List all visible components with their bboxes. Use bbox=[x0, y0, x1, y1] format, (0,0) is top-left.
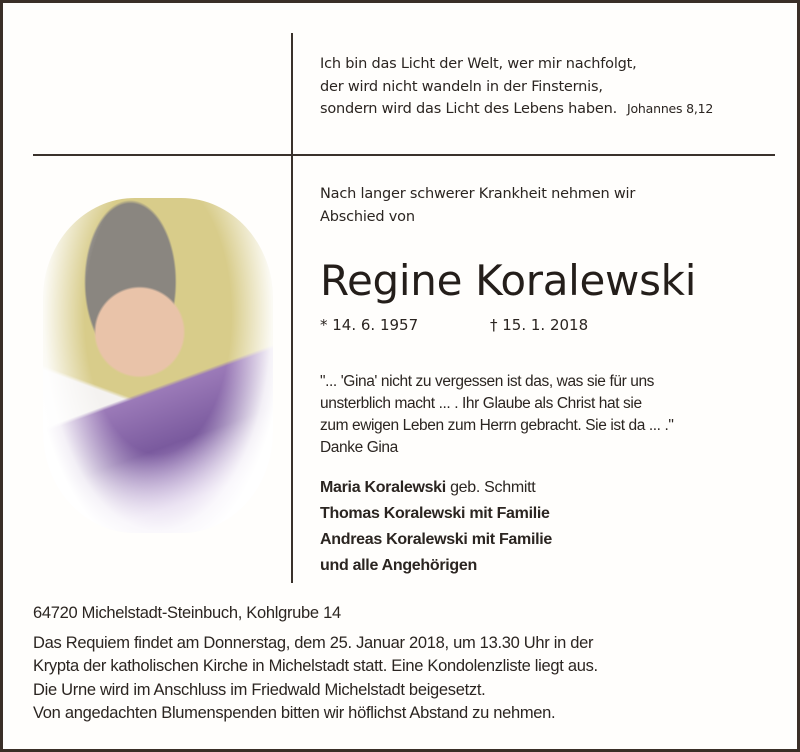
quote-signoff: Danke Gina bbox=[320, 439, 398, 456]
intro-line: Nach langer schwerer Krankheit nehmen wir bbox=[320, 186, 636, 202]
death-date: † 15. 1. 2018 bbox=[490, 316, 589, 334]
quote-line: unsterblich macht ... . Ihr Glaube als Christ hat sie bbox=[320, 395, 642, 412]
quote-line: "... 'Gina' nicht zu vergessen ist das, was sie für uns bbox=[320, 373, 655, 390]
deceased-name: Regine Koralewski bbox=[320, 256, 697, 305]
verse-line: sondern wird das Licht des Lebens haben. bbox=[320, 101, 617, 117]
verse-line: der wird nicht wandeln in der Finsternis, bbox=[320, 78, 603, 95]
mourner-name: Andreas Koralewski mit Familie bbox=[320, 531, 552, 548]
verse-line: Ich bin das Licht der Welt, wer mir nachfolgt, bbox=[320, 56, 637, 72]
maiden-name: geb. Schmitt bbox=[445, 479, 536, 496]
service-details bbox=[33, 602, 598, 726]
cross-vertical-line bbox=[291, 33, 293, 583]
bible-verse bbox=[320, 53, 713, 121]
quote-line: zum ewigen Leben zum Herrn gebracht. Sie ist da ... ." bbox=[320, 417, 674, 434]
mourner-name: und alle Angehörigen bbox=[320, 557, 477, 574]
intro-text bbox=[320, 183, 635, 228]
birth-date: * 14. 6. 1957 bbox=[320, 316, 419, 334]
cross-horizontal-line bbox=[33, 154, 775, 156]
service-line: Krypta der katholischen Kirche in Michelstadt statt. Eine Kondolenzliste liegt aus. bbox=[33, 657, 598, 675]
service-line: Von angedachten Blumenspenden bitten wir höflichst Abstand zu nehmen. bbox=[33, 704, 556, 722]
mourner-name: Thomas Koralewski mit Familie bbox=[320, 505, 550, 522]
service-line: Das Requiem findet am Donnerstag, dem 25. Januar 2018, um 13.30 Uhr in der bbox=[33, 633, 594, 652]
intro-line: Abschied von bbox=[320, 208, 415, 225]
memorial-quote bbox=[320, 371, 760, 459]
service-line: Die Urne wird im Anschluss im Friedwald Michelstadt beigesetzt. bbox=[33, 680, 486, 699]
mourners-list bbox=[320, 475, 552, 579]
life-dates bbox=[320, 316, 589, 334]
mourner-name: Maria Koralewski bbox=[320, 479, 446, 496]
verse-reference: Johannes 8,12 bbox=[626, 101, 714, 116]
portrait-photo bbox=[43, 198, 273, 533]
address: 64720 Michelstadt-Steinbuch, Kohlgrube 14 bbox=[33, 604, 341, 622]
